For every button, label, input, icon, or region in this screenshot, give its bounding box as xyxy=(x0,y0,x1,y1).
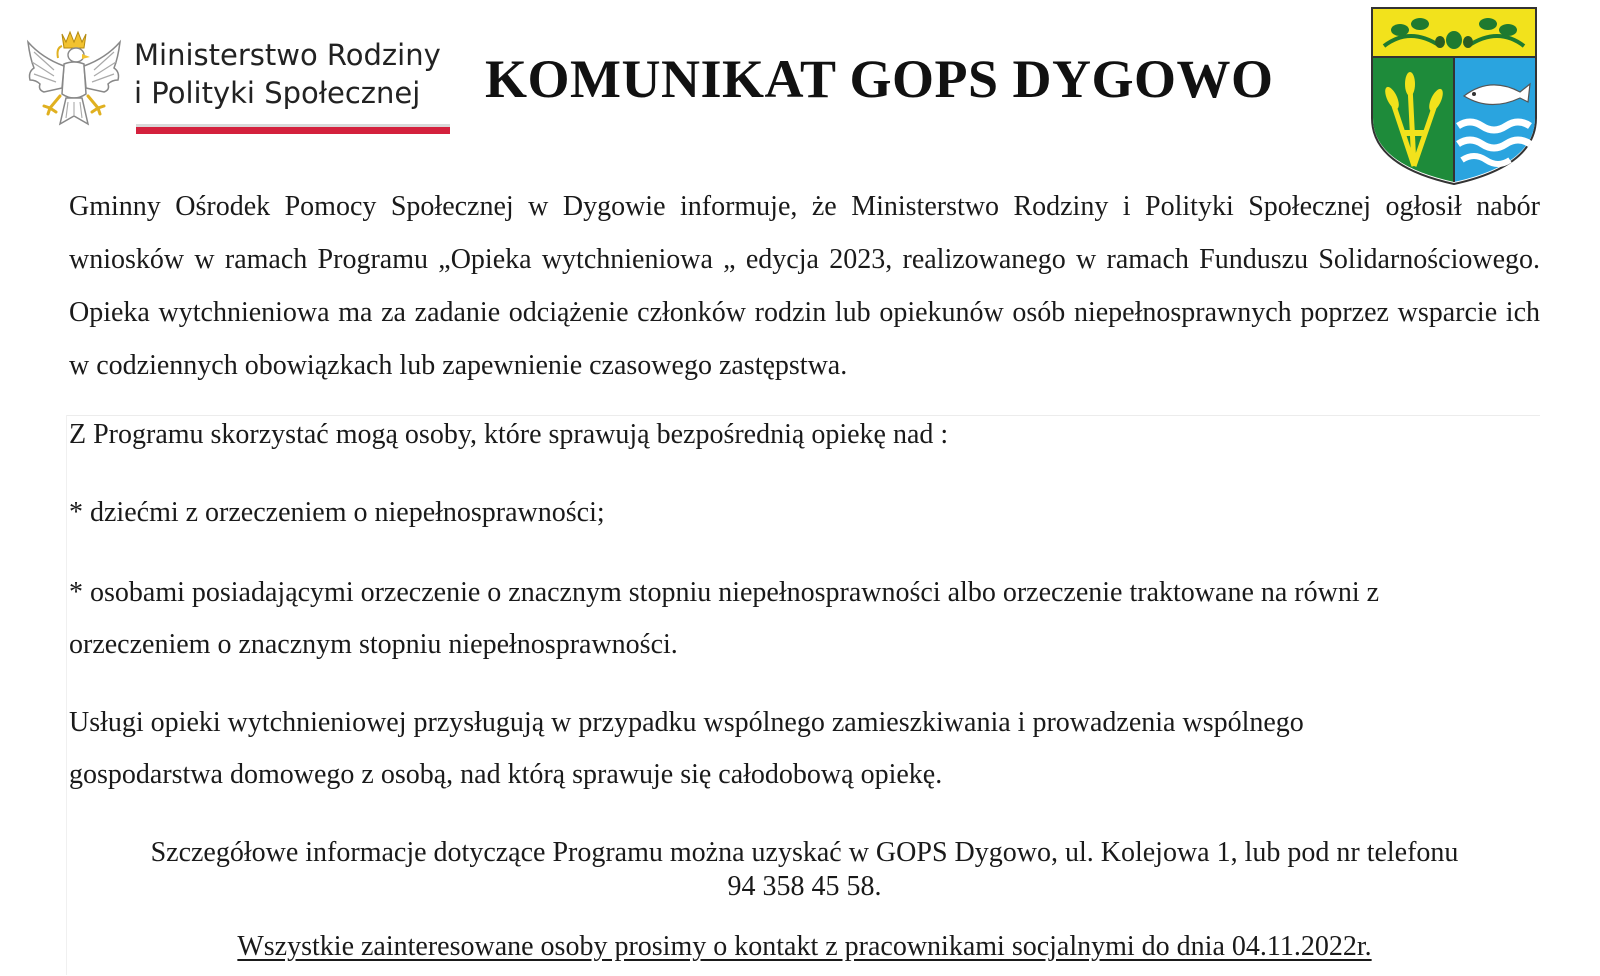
eligibility-intro: Z Programu skorzystać mogą osoby, które sprawują bezpośrednią opiekę nad : xyxy=(69,419,949,450)
eligibility-item-disabled: * osobami posiadającymi orzeczenie o znacznym stopniu niepełnosprawności albo orzeczenie traktowane na równi z xyxy=(69,577,1380,608)
phone-number: 94 358 45 58. xyxy=(727,871,882,902)
divider xyxy=(66,415,1540,416)
ministry-name xyxy=(134,36,441,112)
services-text-line2: gospodarstwa domowego z osobą, nad którą sprawuje się całodobową opiekę. xyxy=(69,759,943,790)
dygowo-coat-of-arms-icon xyxy=(1370,6,1538,186)
ministry-name-line2: i Polityki Społecznej xyxy=(134,76,421,110)
announcement-paragraph: Gminny Ośrodek Pomocy Społecznej w Dygowie informuje, że Ministerstwo Rodziny i Polityki Społecznej ogłosił nabór wniosków w ramach Programu „Opieka wytchnieniowa „ edycja 2023, realizowanego w ramach Funduszu Solidarnościowego. Opieka wytchnieniowa ma za zadanie odciążenie członków rodzin lub opiekunów osób niepełnosprawnych poprzez wsparcie ich w codziennych obowiązkach lub zapewnienie czasowego zastępstwa. xyxy=(69,191,1540,381)
ministry-name-line1: Ministerstwo Rodziny xyxy=(134,38,441,72)
ministry-logo xyxy=(24,28,454,140)
page-title: KOMUNIKAT GOPS DYGOWO xyxy=(485,49,1274,109)
polish-eagle-icon xyxy=(24,28,124,136)
eligibility-item-children: * dziećmi z orzeczeniem o niepełnosprawności; xyxy=(69,497,605,528)
contact-deadline-notice: Wszystkie zainteresowane osoby prosimy o kontakt z pracownikami socjalnymi do dnia 04.11.2022r. xyxy=(237,931,1372,962)
eligibility-item-disabled-cont: orzeczeniem o znacznym stopniu niepełnosprawności. xyxy=(69,629,678,660)
contact-info: Szczegółowe informacje dotyczące Programu można uzyskać w GOPS Dygowo, ul. Kolejowa 1, lub pod nr telefonu xyxy=(150,837,1459,868)
ministry-flag-bar xyxy=(136,124,450,134)
services-text-line1: Usługi opieki wytchnieniowej przysługują w przypadku wspólnego zamieszkiwania i prowadzenia wspólnego xyxy=(69,707,1304,738)
divider-vertical xyxy=(66,415,67,975)
